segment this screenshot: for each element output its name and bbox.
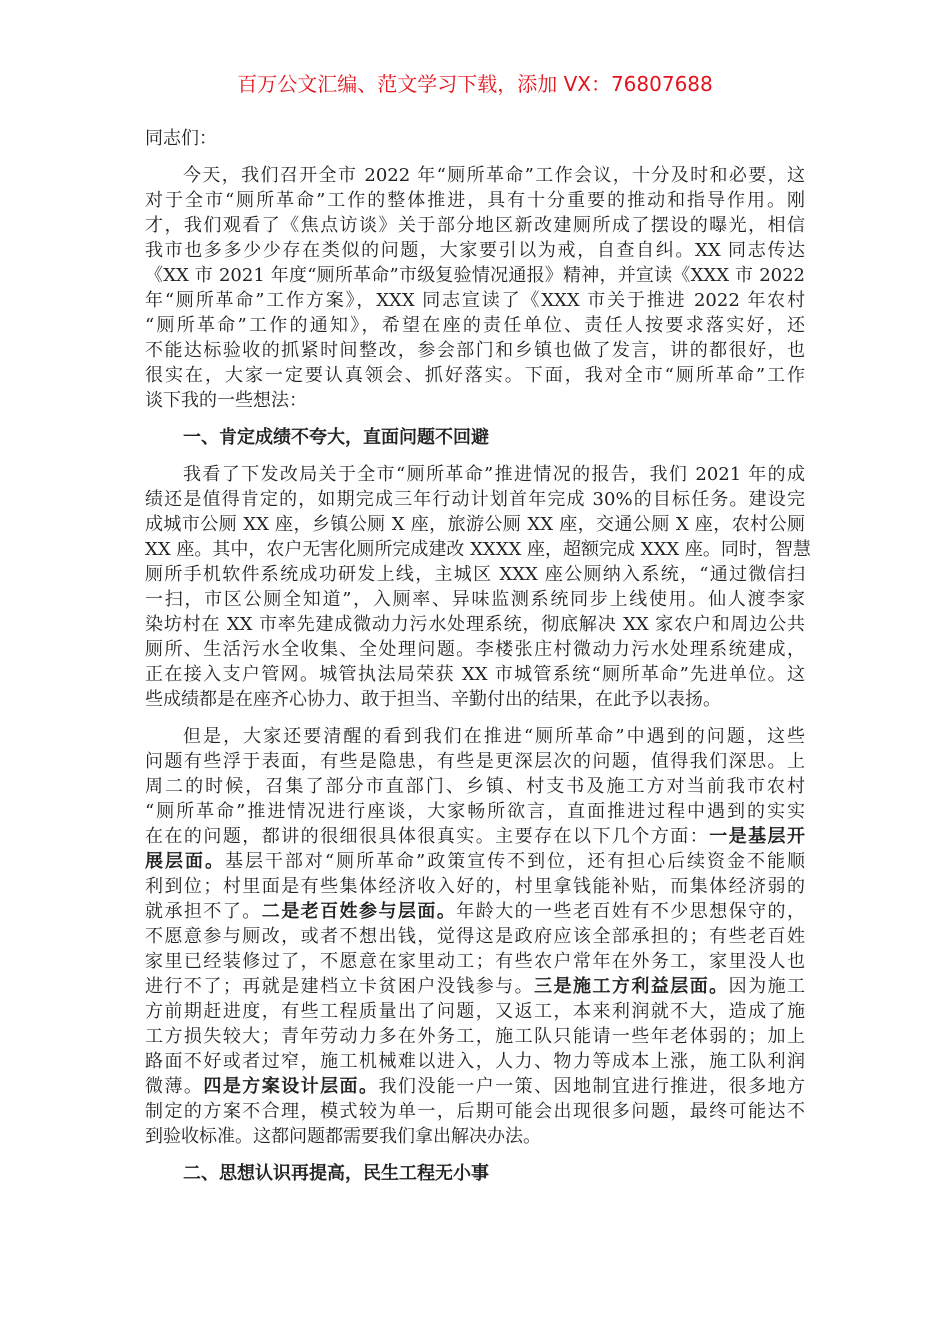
text-line — [145, 949, 805, 974]
text-line — [145, 562, 805, 587]
bold-text: 一是基层开 — [709, 826, 806, 847]
text-line — [145, 313, 805, 338]
document-content — [145, 163, 811, 1186]
paragraph — [145, 163, 805, 413]
text-segment: 问题有些浮于表面，有些是隐患，有些是更深层次的问题，值得我们深思。上 — [145, 751, 805, 772]
text-segment: 染坊村在 XX 市率先建成微动力污水处理系统，彻底解决 XX 家农户和周边公共 — [145, 614, 805, 635]
text-line — [145, 799, 805, 824]
text-line — [145, 1099, 805, 1124]
document-body — [145, 126, 811, 1198]
text-line — [145, 238, 805, 263]
text-segment: “厕所革命”推进情况进行座谈，大家畅所欲言，直面推进过程中遇到的实实 — [145, 801, 805, 822]
text-line — [145, 1024, 805, 1049]
text-segment: 我看了下发改局关于全市“厕所革命”推进情况的报告，我们 2021 年的成 — [183, 464, 805, 485]
text-segment: 到验收标准。这都问题都需要我们拿出解决办法。 — [145, 1126, 541, 1147]
text-line — [145, 1049, 805, 1074]
text-segment: 制定的方案不合理，模式较为单一，后期可能会出现很多问题，最终可能达不 — [145, 1101, 805, 1122]
text-line — [145, 213, 805, 238]
text-segment: 很实在，大家一定要认真领会、抓好落实。下面，我对全市“厕所革命”工作 — [145, 365, 805, 386]
text-segment: 一扫，市区公厕全知道”，入厕率、异味监测系统同步上线使用。仙人渡李家 — [145, 589, 805, 610]
text-segment: 微薄。 — [145, 1076, 204, 1097]
text-segment: 厕所、生活污水全收集、全处理问题。李楼张庄村微动力污水处理系统建成， — [145, 639, 805, 660]
bold-text: 展层面。 — [145, 851, 225, 872]
text-line — [145, 749, 805, 774]
text-line — [145, 512, 805, 537]
text-line — [145, 388, 805, 413]
text-segment: 对于全市“厕所革命”工作的整体推进，具有十分重要的推动和指导作用。刚 — [145, 190, 805, 211]
text-line — [145, 537, 811, 562]
text-segment: 才，我们观看了《焦点访谈》关于部分地区新改建厕所成了摆设的曝光，相信 — [145, 215, 805, 236]
text-line — [145, 587, 805, 612]
bold-text: 二是老百姓参与层面。 — [261, 901, 457, 922]
text-segment: 周二的时候，召集了部分市直部门、乡镇、村支书及施工方对当前我市农村 — [145, 776, 805, 797]
text-segment: 就承担不了。 — [145, 901, 262, 922]
text-segment: 年龄大的一些老百姓有不少思想保守的， — [456, 901, 806, 922]
text-line — [145, 849, 805, 874]
text-segment: 我们没能一户一策、因地制宜进行推进，很多地方 — [378, 1076, 806, 1097]
text-line — [145, 974, 805, 999]
text-line — [145, 924, 805, 949]
paragraph — [145, 724, 805, 1149]
text-segment: 些成绩都是在座齐心协力、敢于担当、辛勤付出的结果，在此予以表扬。 — [145, 689, 721, 710]
text-line — [145, 899, 805, 924]
text-line — [145, 662, 805, 687]
text-segment: 成城市公厕 XX 座，乡镇公厕 X 座，旅游公厕 XX 座，交通公厕 X 座，农村公厕 — [145, 514, 805, 535]
watermark-banner: 百万公文汇编、范文学习下载，添加 VX：76807688 — [237, 72, 713, 96]
text-line — [145, 1124, 805, 1149]
paragraph — [145, 462, 811, 712]
text-segment: 今天，我们召开全市 2022 年“厕所革命”工作会议，十分及时和必要，这 — [183, 165, 805, 186]
text-line — [145, 612, 805, 637]
text-line — [145, 263, 805, 288]
text-line — [145, 163, 805, 188]
text-line — [145, 874, 805, 899]
text-segment: XX 座。其中，农户无害化厕所完成建改 XXXX 座，超额完成 XXX 座。同时，智慧 — [145, 539, 811, 560]
text-line — [145, 999, 805, 1024]
text-segment: 年“厕所革命”工作方案》，XXX 同志宣读了《XXX 市关于推进 2022 年农村 — [145, 290, 805, 311]
text-line — [145, 724, 805, 749]
salutation: 同志们： — [145, 128, 217, 149]
text-line — [145, 462, 805, 487]
text-line — [145, 338, 805, 363]
bold-text: 三是施工方利益层面。 — [534, 976, 729, 997]
text-line — [145, 774, 805, 799]
text-line — [145, 288, 805, 313]
text-segment: 谈下我的一些想法： — [145, 390, 307, 411]
text-segment: 在在的问题，都讲的很细很具体很真实。主要存在以下几个方面： — [145, 826, 710, 847]
text-segment: 进行不了；再就是建档立卡贫困户没钱参与。 — [145, 976, 535, 997]
text-line — [145, 1074, 805, 1099]
text-segment: 不愿意参与厕改，或者不想出钱，觉得这是政府应该全部承担的；有些老百姓 — [145, 926, 805, 947]
text-segment: 正在接入支户管网。城管执法局荣获 XX 市城管系统“厕所革命”先进单位。这 — [145, 664, 805, 685]
bold-text: 四是方案设计层面。 — [203, 1076, 379, 1097]
text-line — [145, 824, 805, 849]
text-segment: 基层干部对“厕所革命”政策宣传不到位，还有担心后续资金不能顺 — [224, 851, 805, 872]
text-segment: 利到位；村里面是有些集体经济收入好的，村里拿钱能补贴，而集体经济弱的 — [145, 876, 805, 897]
text-segment: 方前期赶进度，有些工程质量出了问题，又返工，本来利润就不大，造成了施 — [145, 1001, 805, 1022]
section-heading: 二、思想认识再提高，民生工程无小事 — [183, 1163, 489, 1184]
text-line — [145, 687, 805, 712]
text-segment: 路面不好或者过窄，施工机械难以进入，人力、物力等成本上涨，施工队利润 — [145, 1051, 805, 1072]
text-line — [145, 363, 805, 388]
text-segment: “厕所革命”工作的通知》，希望在座的责任单位、责任人按要求落实好，还 — [145, 315, 805, 336]
text-segment: 《XX 市 2021 年度“厕所革命”市级复验情况通报》精神，并宣读《XXX 市 2022 — [145, 265, 805, 286]
text-segment: 家里已经装修过了，不愿意在家里动工；有些农户常年在外务工，家里没人也 — [145, 951, 805, 972]
text-line — [145, 487, 805, 512]
text-segment: 不能达标验收的抓紧时间整改，参会部门和乡镇也做了发言，讲的都很好，也 — [145, 340, 805, 361]
section-heading: 一、肯定成绩不夸大，直面问题不回避 — [183, 427, 489, 448]
text-segment: 因为施工 — [728, 976, 806, 997]
text-segment: 工方损失较大；青年劳动力多在外务工，施工队只能请一些年老体弱的；加上 — [145, 1026, 805, 1047]
text-segment: 绩还是值得肯定的，如期完成三年行动计划首年完成 30%的目标任务。建设完 — [145, 489, 805, 510]
text-line — [145, 637, 805, 662]
text-segment: 厕所手机软件系统成功研发上线，主城区 XXX 座公厕纳入系统，“通过微信扫 — [145, 564, 805, 585]
text-segment: 我市也多多少少存在类似的问题，大家要引以为戒，自查自纠。XX 同志传达 — [145, 240, 805, 261]
text-line — [145, 188, 805, 213]
text-segment: 但是，大家还要清醒的看到我们在推进“厕所革命”中遇到的问题，这些 — [183, 726, 805, 747]
